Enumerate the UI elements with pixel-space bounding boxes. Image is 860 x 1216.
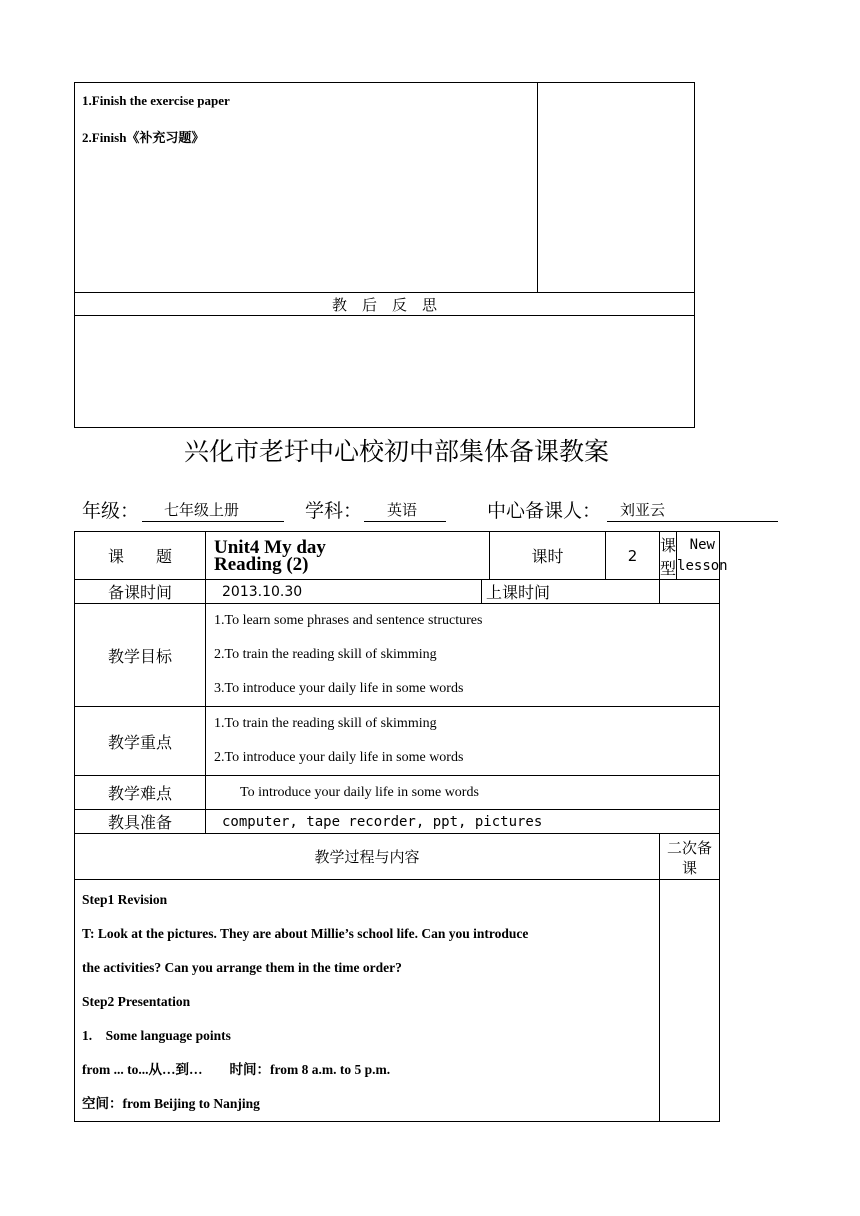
objective-item: 3.To introduce your daily life in some words: [214, 681, 464, 696]
process-line: the activities? Can you arrange them in the time order?: [82, 960, 402, 975]
type-value-line-1: New: [689, 536, 715, 553]
prep-time-value: 2013.10.30: [206, 580, 482, 604]
homework-task-2: 2.Finish《补充习题》: [82, 130, 205, 145]
second-prep-content: [660, 880, 720, 1122]
tools-label: 教具准备: [75, 810, 206, 834]
type-cell: [660, 532, 728, 580]
class-time-label: 上课时间: [482, 580, 660, 604]
homework-notes-cell: [538, 83, 695, 293]
homework-cell: [75, 83, 538, 293]
process-header: 教学过程与内容: [75, 834, 660, 880]
objectives-cell: [206, 604, 720, 707]
objectives-label: 教学目标: [75, 604, 206, 707]
class-time-value: [660, 580, 720, 604]
reflection-header: 教 后 反 思: [75, 293, 695, 316]
period-value: 2: [606, 532, 660, 580]
document-title: 兴化市老圩中心校初中部集体备课教案: [183, 437, 609, 466]
type-value: [677, 532, 728, 579]
type-value-line-2: lesson: [677, 557, 728, 574]
subject-value: 英语: [387, 501, 418, 519]
tools-value: computer, tape recorder, ppt, pictures: [206, 810, 720, 834]
difficulty-value: To introduce your daily life in some words: [206, 776, 720, 810]
prep-time-label: 备课时间: [75, 580, 206, 604]
lesson-plan-table: [74, 531, 728, 1122]
planner-label: 中心备课人：: [487, 500, 602, 522]
planner-field: [607, 499, 778, 522]
subject-field: [364, 499, 446, 522]
objective-item: 2.To train the reading skill of skimming: [214, 647, 437, 662]
process-content: [75, 880, 660, 1122]
key-point-item: 1.To train the reading skill of skimming: [214, 716, 437, 731]
grade-value: 七年级上册: [164, 501, 240, 519]
planner-value: 刘亚云: [620, 501, 666, 519]
objective-item: 1.To learn some phrases and sentence structures: [214, 613, 483, 628]
second-prep-header: [660, 834, 720, 880]
difficulty-label: 教学难点: [75, 776, 206, 810]
key-points-label: 教学重点: [75, 707, 206, 776]
topic-line-1: Unit4 My day: [214, 536, 326, 558]
process-line: Step2 Presentation: [82, 994, 191, 1009]
grade-label: 年级：: [82, 500, 140, 522]
process-line: T: Look at the pictures. They are about Millie’s school life. Can you introduce: [82, 926, 529, 941]
topic-value: [206, 532, 490, 579]
second-prep-line-1: 二次备: [667, 839, 713, 857]
process-line: from ... to...从…到… 时间：from 8 a.m. to 5 p.m.: [82, 1062, 391, 1077]
subject-label: 学科：: [305, 500, 363, 522]
topic-label: 课 题: [75, 532, 206, 580]
process-line: 1. Some language points: [82, 1028, 231, 1043]
homework-table: [74, 82, 695, 428]
type-label: 课型: [660, 532, 677, 579]
key-point-item: 2.To introduce your daily life in some words: [214, 750, 464, 765]
topic-line-2: Reading (2): [214, 553, 309, 575]
process-line: 空间：from Beijing to Nanjing: [82, 1096, 260, 1111]
grade-field: [142, 499, 284, 522]
key-points-cell: [206, 707, 720, 776]
period-label: 课时: [531, 547, 564, 566]
topic-cell: [206, 532, 606, 580]
reflection-cell: [75, 316, 695, 428]
homework-task-1: 1.Finish the exercise paper: [82, 93, 230, 108]
process-line: Step1 Revision: [82, 892, 168, 907]
second-prep-line-2: 课: [682, 859, 698, 877]
